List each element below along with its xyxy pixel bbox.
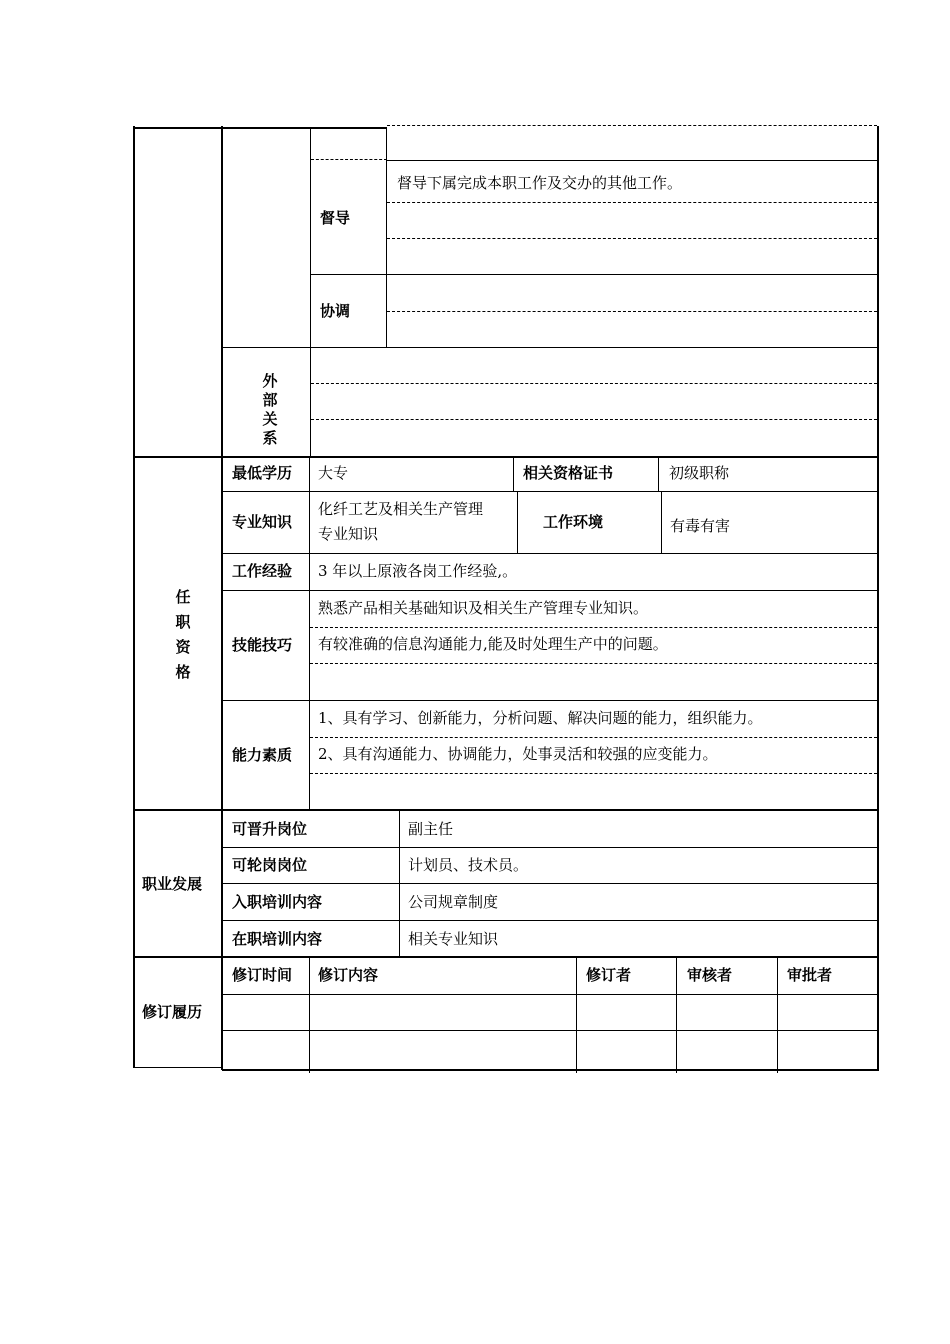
environment-label: 工作环境 bbox=[543, 513, 604, 531]
promotion-label: 可晋升岗位 bbox=[232, 820, 308, 838]
col-revision-time: 修订时间 bbox=[232, 966, 293, 984]
rotation-label: 可轮岗岗位 bbox=[232, 856, 308, 874]
outer-right-border bbox=[877, 126, 879, 1071]
min-education-label: 最低学历 bbox=[232, 464, 293, 482]
col-reviser: 修订者 bbox=[586, 966, 632, 984]
col-approver: 审批者 bbox=[787, 966, 833, 984]
skills-line1: 熟悉产品相关基础知识及相关生产管理专业知识。 bbox=[318, 599, 649, 617]
onboarding-label: 入职培训内容 bbox=[232, 893, 323, 911]
ability-label: 能力素质 bbox=[232, 746, 293, 764]
experience-label: 工作经验 bbox=[232, 562, 293, 580]
ability-line1: 1、具有学习、创新能力，分析问题、解决问题的能力，组织能力。 bbox=[318, 709, 763, 727]
qualifications-top-border bbox=[133, 456, 878, 458]
col-auditor: 审核者 bbox=[687, 966, 733, 984]
career-label: 职业发展 bbox=[142, 875, 203, 893]
revision-top-border bbox=[133, 956, 878, 958]
inservice-label: 在职培训内容 bbox=[232, 930, 323, 948]
promotion-value: 副主任 bbox=[408, 820, 454, 838]
external-relations-label: 外部关系 bbox=[262, 372, 278, 447]
qualifications-label: 任职资格 bbox=[175, 588, 191, 681]
certificate-value: 初级职称 bbox=[669, 464, 730, 482]
bottom-left-line bbox=[133, 1067, 223, 1068]
supervise-label: 督导 bbox=[320, 209, 351, 227]
revision-row-2 bbox=[223, 1031, 877, 1068]
min-education-value: 大专 bbox=[318, 464, 349, 482]
revision-label: 修订履历 bbox=[142, 1003, 203, 1021]
outer-bottom-border bbox=[222, 1069, 879, 1071]
skills-label: 技能技巧 bbox=[232, 636, 293, 654]
outer-top-border bbox=[133, 127, 223, 129]
outer-left-border bbox=[133, 126, 135, 1068]
environment-value: 有毒有害 bbox=[670, 517, 731, 535]
rotation-value: 计划员、技术员。 bbox=[408, 856, 529, 874]
career-top-border bbox=[133, 809, 878, 811]
skills-line2: 有较准确的信息沟通能力,能及时处理生产中的问题。 bbox=[318, 635, 668, 653]
experience-value: 3 年以上原液各岗工作经验,。 bbox=[318, 562, 518, 580]
knowledge-value-line1: 化纤工艺及相关生产管理 bbox=[318, 500, 484, 518]
col-revision-content: 修订内容 bbox=[318, 966, 379, 984]
knowledge-value-line2: 专业知识 bbox=[318, 525, 379, 543]
ability-line2: 2、具有沟通能力、协调能力，处事灵活和较强的应变能力。 bbox=[318, 745, 718, 763]
revision-row-1 bbox=[223, 995, 877, 1030]
onboarding-value: 公司规章制度 bbox=[408, 893, 499, 911]
knowledge-label: 专业知识 bbox=[232, 513, 293, 531]
certificate-label: 相关资格证书 bbox=[523, 464, 614, 482]
supervise-content: 督导下属完成本职工作及交办的其他工作。 bbox=[397, 174, 683, 192]
section-divider bbox=[221, 126, 223, 1070]
inservice-value: 相关专业知识 bbox=[408, 930, 499, 948]
coordinate-label: 协调 bbox=[320, 302, 351, 320]
